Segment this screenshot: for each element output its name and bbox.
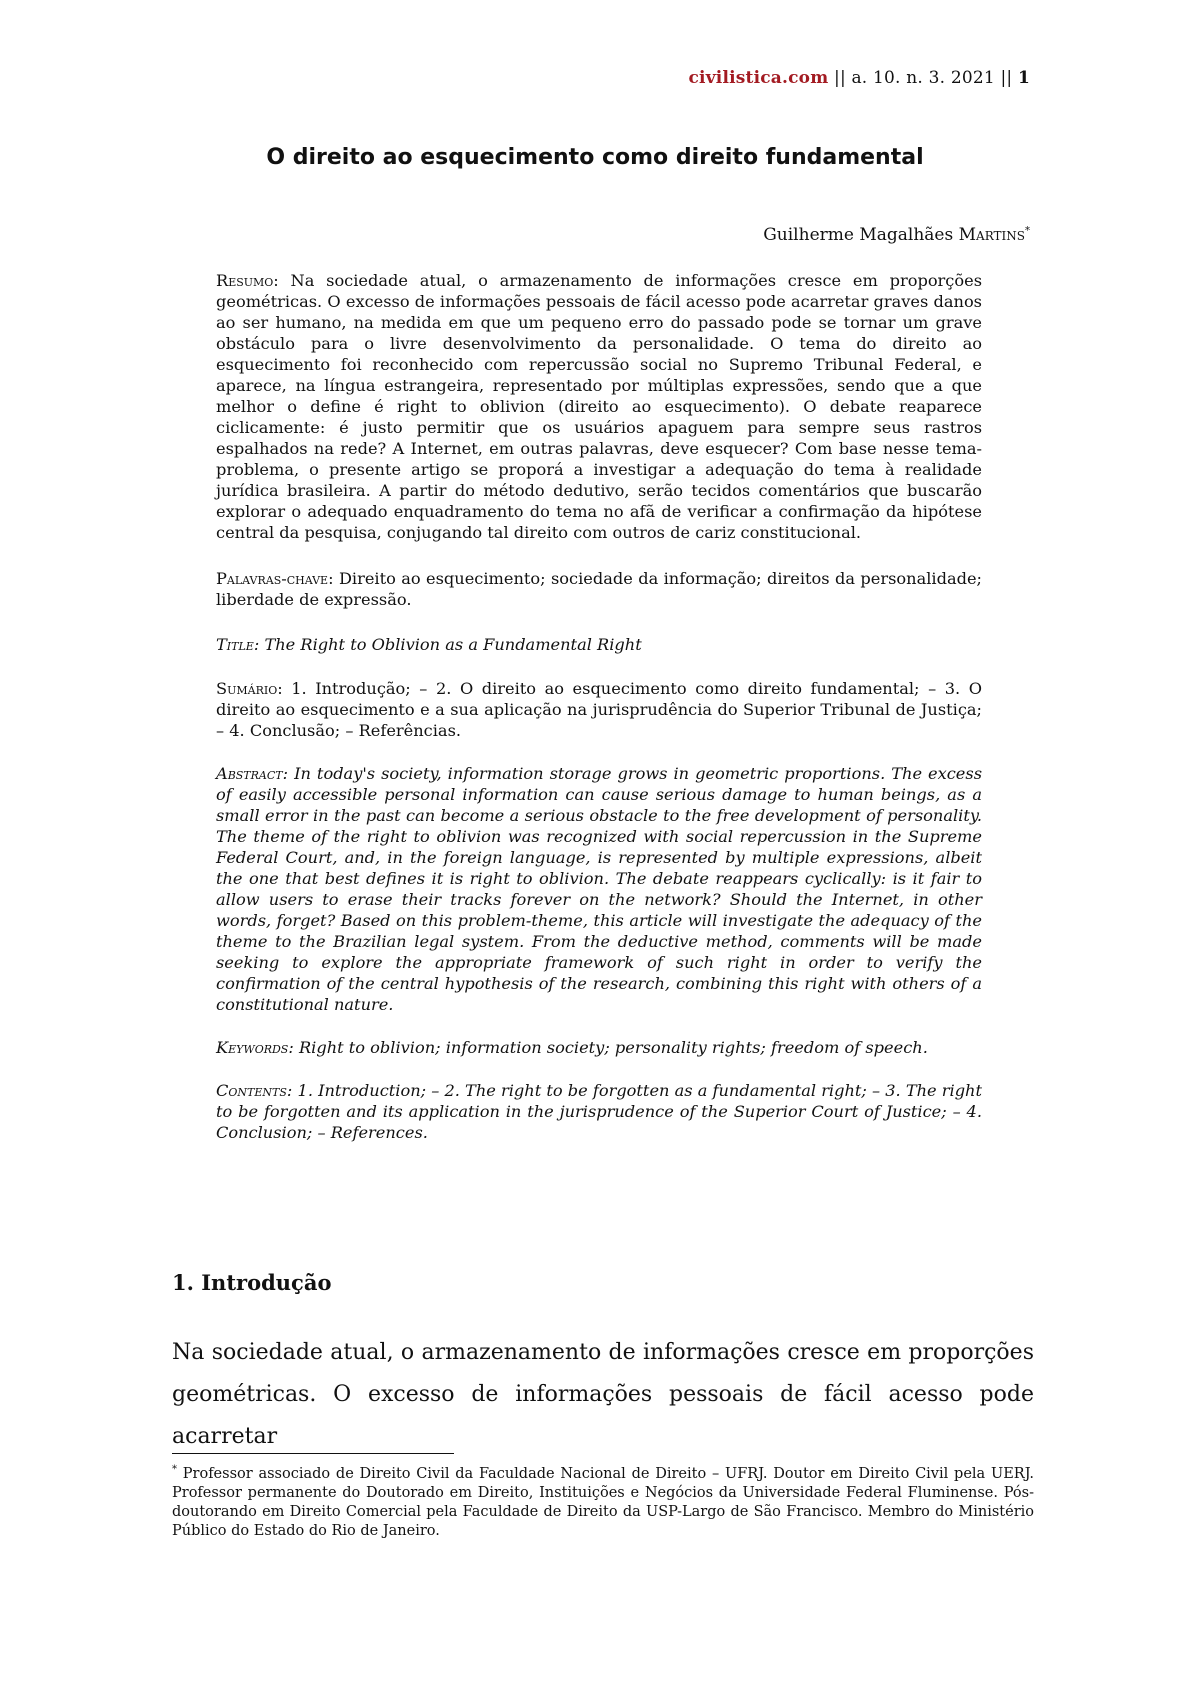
article-title: O direito ao esquecimento como direito fundamental: [266, 145, 924, 170]
journal-name[interactable]: civilistica.com: [688, 68, 829, 88]
section-heading: 1. Introdução: [172, 1270, 332, 1295]
contents-paragraph: [216, 1080, 982, 1143]
sumario-paragraph: [216, 678, 982, 741]
sumario-label: Sumário:: [216, 679, 283, 698]
abstract-paragraph: [216, 763, 982, 1015]
footnote: [172, 1465, 1034, 1541]
author-footnote-marker[interactable]: *: [1025, 225, 1030, 237]
contents-label: Contents:: [216, 1081, 293, 1100]
keywords-text: Right to oblivion; information society; personality rights; freedom of speech.: [298, 1038, 928, 1057]
footnote-divider: [172, 1453, 454, 1454]
resumo-text: Na sociedade atual, o armazenamento de informações cresce em proporções geométricas. O excesso de informações pessoais de fácil acesso pode acarretar graves danos ao ser humano, na medida em que um pequeno erro do passado pode se tornar um grave obstáculo para o livre desenvolvimento da personalidade. O tema do direito ao esquecimento foi reconhecido com repercussão social no Supremo Tribunal Federal, e aparece, na língua estrangeira, representado por múltiplas expressões, sendo que a que melhor o define é right to oblivion (direito ao esquecimento). O debate reaparece ciclicamente: é justo permitir que os usuários apaguem para sempre seus rastros espalhados na rede? A Internet, em outras palavras, deve esquecer? Com base nesse tema-problema, o presente artigo se proporá a investigar a adequação do tema à realidade jurídica brasileira. A partir do método dedutivo, serão tecidos comentários que buscarão explorar o adequado enquadramento do tema no afã de verificar a confirmação da hipótese central da pesquisa, conjugando tal direito com outros de cariz constitucional.: [216, 271, 982, 542]
body-paragraph: [172, 1332, 1034, 1458]
author-line: [763, 225, 1030, 245]
resumo-label: Resumo:: [216, 271, 279, 290]
english-title-text: The Right to Oblivion as a Fundamental Right: [264, 635, 642, 654]
abstract-text: In today's society, information storage grows in geometric proportions. The excess of easily accessible personal information can cause serious damage to human beings, as a small error in the past can become a serious obstacle to the free development of personality. The theme of the right to oblivion was recognized with social repercussion in the Supreme Federal Court, and, in the foreign language, is represented by multiple expressions, albeit the one that best defines it is right to oblivion. The debate reappears cyclically: is it fair to allow users to erase their tracks forever on the network? Should the Internet, in other words, forget? Based on this problem-theme, this article will investigate the adequacy of the theme to the Brazilian legal system. From the deductive method, comments will be made seeking to explore the appropriate framework of such right in order to verify the confirmation of the central hypothesis of the research, combining this right with others of a constitutional nature.: [216, 764, 982, 1014]
author-given-name: Guilherme Magalhães: [763, 225, 959, 245]
abstract-label: Abstract:: [216, 764, 289, 783]
keywords-paragraph: [216, 1037, 982, 1058]
palavras-chave-text: Direito ao esquecimento; sociedade da informação; direitos da personalidade; liberdade de expressão.: [216, 569, 982, 609]
issue-info: || a. 10. n. 3. 2021 ||: [828, 68, 1018, 88]
resumo-paragraph: [216, 270, 982, 543]
body-text: Na sociedade atual, o armazenamento de informações cresce em proporções geométricas. O excesso de informações pessoais de fácil acesso pode acarretar: [172, 1340, 1034, 1449]
palavras-chave-paragraph: [216, 568, 982, 610]
english-title-paragraph: [216, 634, 982, 655]
footnote-text: Professor associado de Direito Civil da Faculdade Nacional de Direito – UFRJ. Doutor em Direito Civil pela UERJ. Professor permanente do Doutorado em Direito, Instituições e Negócios da Universidade Federal Fluminense. Pós-doutorando em Direito Comercial pela Faculdade de Direito da USP-Largo de São Francisco. Membro do Ministério Público do Estado do Rio de Janeiro.: [172, 1466, 1034, 1539]
running-header: [689, 68, 1031, 88]
sumario-text: 1. Introdução; – 2. O direito ao esquecimento como direito fundamental; – 3. O direito ao esquecimento e a sua aplicação na jurisprudência do Superior Tribunal de Justiça; – 4. Conclusão; – Referências.: [216, 679, 982, 740]
author-surname: Martins: [958, 225, 1025, 245]
english-title-label: Title:: [216, 635, 260, 654]
footnote-marker: *: [172, 1464, 177, 1476]
palavras-chave-label: Palavras-chave:: [216, 569, 334, 588]
page-number: 1: [1017, 68, 1030, 88]
contents-text: 1. Introduction; – 2. The right to be forgotten as a fundamental right; – 3. The right to be forgotten and its application in the jurisprudence of the Superior Court of Justice; – 4. Conclusion; – References.: [216, 1081, 982, 1142]
keywords-label: Keywords:: [216, 1038, 294, 1057]
